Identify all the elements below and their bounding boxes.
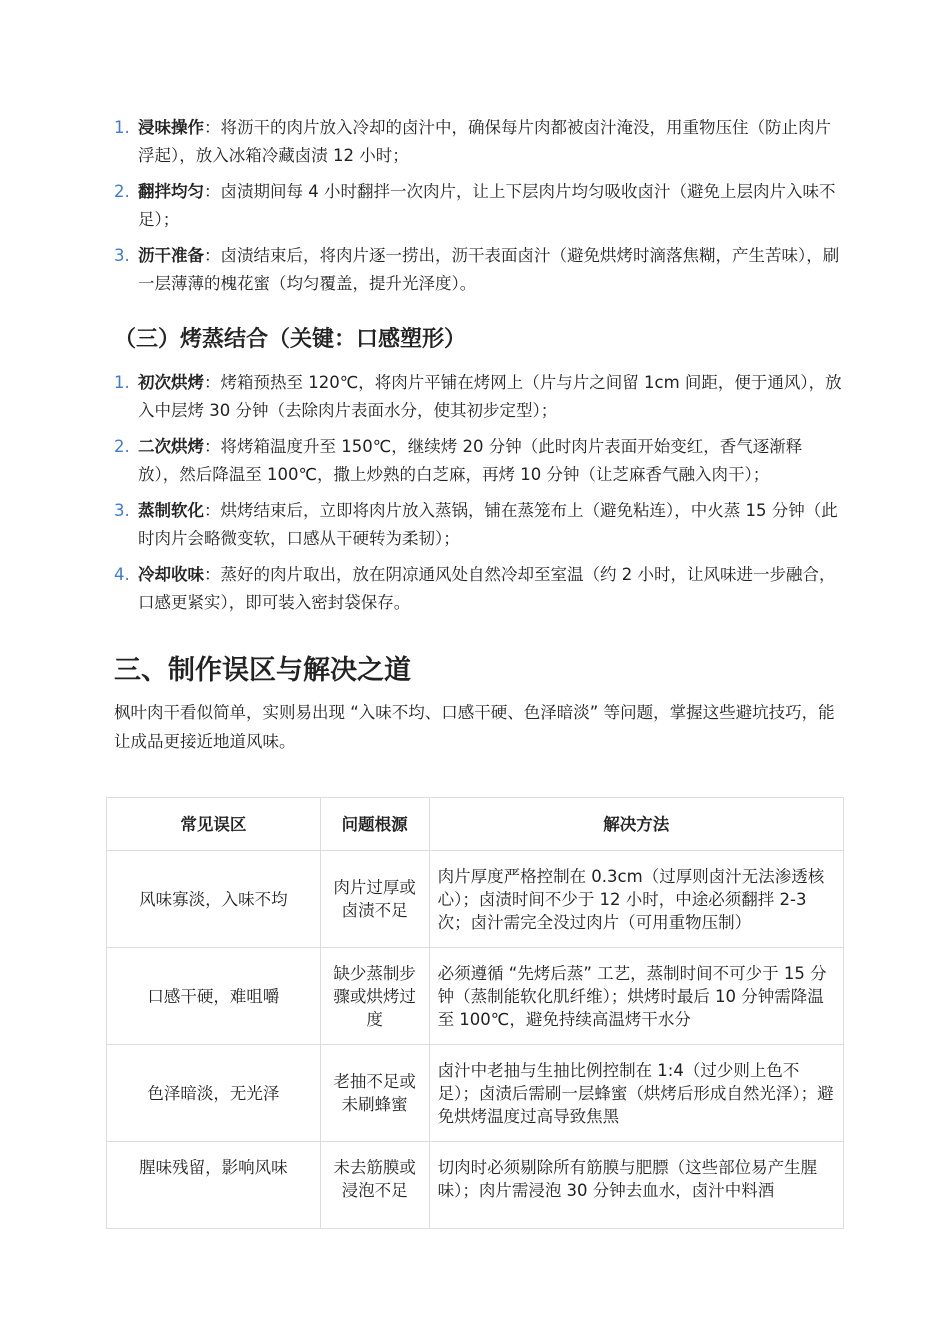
mistakes-table: [106, 797, 844, 1229]
intro-paragraph: 枫叶肉干看似简单，实则易出现 “入味不均、口感干硬、色泽暗淡” 等问题，掌握这些避坑技巧，能让成品更接近地道风味。: [114, 703, 835, 751]
chapter-heading: 三、制作误区与解决之道: [114, 655, 411, 686]
table-cell: 腥味残留，影响风味: [107, 1142, 321, 1229]
step-text: ：将沥干的肉片放入冷却的卤汁中，确保每片肉都被卤汁淹没，用重物压住（防止肉片浮起），放入冰箱冷藏卤渍 12 小时；: [138, 118, 831, 165]
table-cell: 老抽不足或未刷蜂蜜: [320, 1045, 429, 1142]
table-cell: 卤汁中老抽与生抽比例控制在 1:4（过少则上色不足）；卤渍后需刷一层蜂蜜（烘烤后形成自然光泽）；避免烘烤温度过高导致焦黑: [429, 1045, 843, 1142]
step-text: ：蒸好的肉片取出，放在阴凉通风处自然冷却至室温（约 2 小时，让风味进一步融合，口感更紧实），即可装入密封袋保存。: [138, 565, 836, 612]
table-cell: 风味寡淡，入味不均: [107, 851, 321, 948]
list-item: [114, 242, 842, 298]
column-header: 常见误区: [107, 798, 321, 851]
list-item: [114, 369, 842, 425]
bake-steam-steps-list: [114, 369, 842, 625]
step-term: 冷却收味: [138, 565, 204, 584]
step-term: 蒸制软化: [138, 501, 204, 520]
marinate-steps-list: [114, 114, 842, 306]
section-heading: （三）烤蒸结合（关键：口感塑形）: [114, 327, 467, 352]
list-item: [114, 114, 842, 170]
table-row: [107, 1142, 844, 1229]
table-row: [107, 851, 844, 948]
step-text: ：烘烤结束后，立即将肉片放入蒸锅，铺在蒸笼布上（避免粘连），中火蒸 15 分钟（此时肉片会略微变软，口感从干硬转为柔韧）；: [138, 501, 838, 548]
table-cell: 肉片厚度严格控制在 0.3cm（过厚则卤汁无法渗透核心）；卤渍时间不少于 12 小时，中途必须翻拌 2-3 次；卤汁需完全没过肉片（可用重物压制）: [429, 851, 843, 948]
table-cell: 肉片过厚或卤渍不足: [320, 851, 429, 948]
list-number: 1.: [114, 373, 130, 392]
table-cell: 口感干硬，难咀嚼: [107, 948, 321, 1045]
table-cell: 色泽暗淡，无光泽: [107, 1045, 321, 1142]
step-term: 浸味操作: [138, 118, 204, 137]
table-cell: 未去筋膜或浸泡不足: [320, 1142, 429, 1229]
step-term: 翻拌均匀: [138, 182, 204, 201]
step-term: 初次烘烤: [138, 373, 204, 392]
step-text: ：将烤箱温度升至 150℃，继续烤 20 分钟（此时肉片表面开始变红，香气逐渐释放），然后降温至 100℃，撒上炒熟的白芝麻，再烤 10 分钟（让芝麻香气融入肉干）；: [138, 437, 803, 484]
column-header: 解决方法: [429, 798, 843, 851]
table-row: [107, 1045, 844, 1142]
table-cell: 切肉时必须剔除所有筋膜与肥膘（这些部位易产生腥味）；肉片需浸泡 30 分钟去血水，卤汁中料酒: [429, 1142, 843, 1229]
list-item: [114, 433, 842, 489]
list-number: 3.: [114, 501, 130, 520]
list-item: [114, 497, 842, 553]
list-number: 4.: [114, 565, 130, 584]
list-item: [114, 561, 842, 617]
table-row: [107, 948, 844, 1045]
step-term: 沥干准备: [138, 246, 204, 265]
step-text: ：烤箱预热至 120℃，将肉片平铺在烤网上（片与片之间留 1cm 间距，便于通风），放入中层烤 30 分钟（去除肉片表面水分，使其初步定型）；: [138, 373, 842, 420]
list-number: 2.: [114, 437, 130, 456]
list-number: 2.: [114, 182, 130, 201]
table-cell: 必须遵循 “先烤后蒸” 工艺，蒸制时间不可少于 15 分钟（蒸制能软化肌纤维）；烘烤时最后 10 分钟需降温至 100℃，避免持续高温烤干水分: [429, 948, 843, 1045]
list-number: 1.: [114, 118, 130, 137]
table-header-row: [107, 798, 844, 851]
list-item: [114, 178, 842, 234]
table-cell: 缺少蒸制步骤或烘烤过度: [320, 948, 429, 1045]
step-term: 二次烘烤: [138, 437, 204, 456]
column-header: 问题根源: [320, 798, 429, 851]
step-text: ：卤渍期间每 4 小时翻拌一次肉片，让上下层肉片均匀吸收卤汁（避免上层肉片入味不足）；: [138, 182, 836, 229]
step-text: ：卤渍结束后，将肉片逐一捞出，沥干表面卤汁（避免烘烤时滴落焦糊，产生苦味），刷一层薄薄的槐花蜜（均匀覆盖，提升光泽度）。: [138, 246, 840, 293]
list-number: 3.: [114, 246, 130, 265]
